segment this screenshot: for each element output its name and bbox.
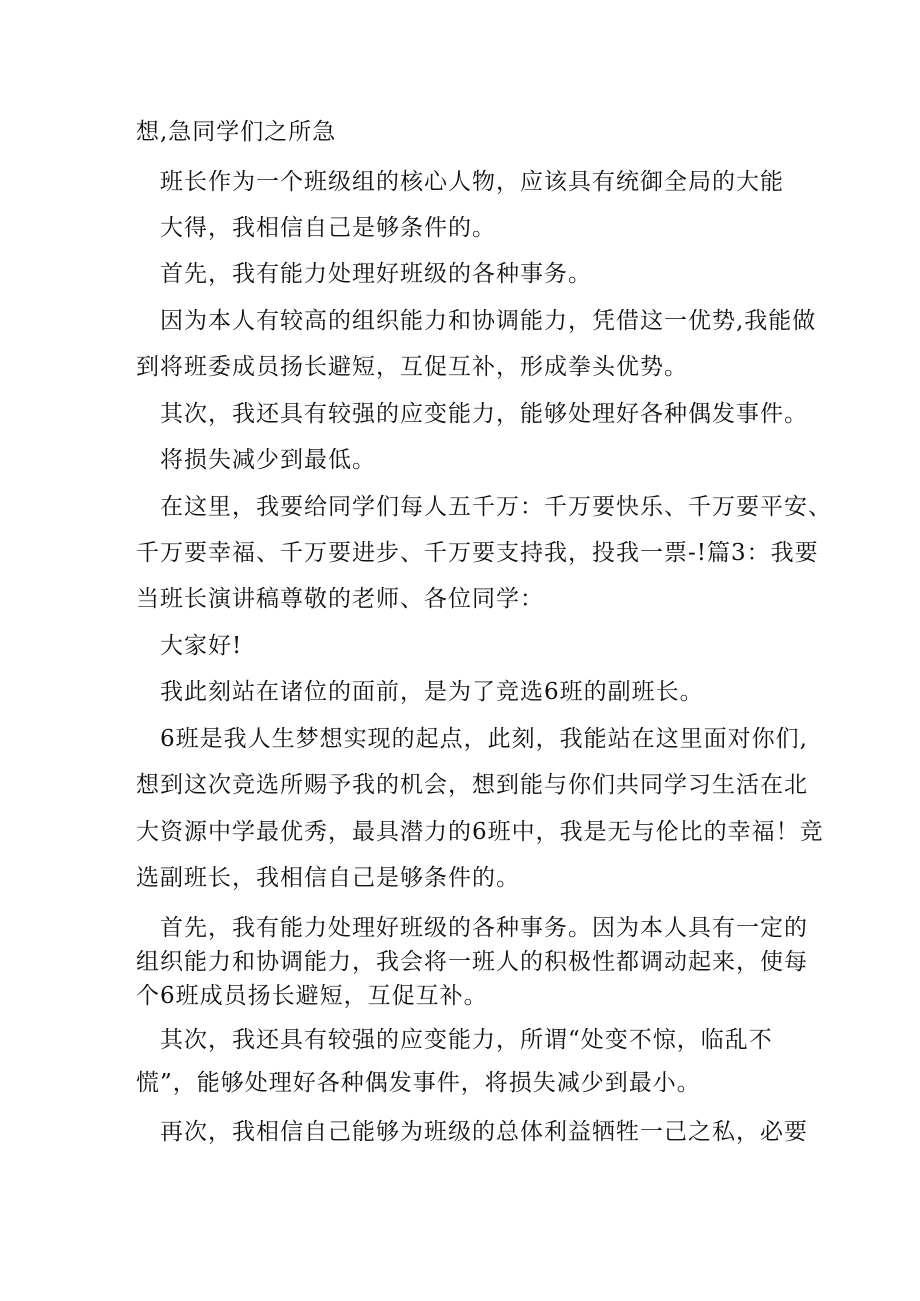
text-line: 其次，我还具有较强的应变能力，所谓“处变不惊，临乱不 bbox=[160, 1027, 773, 1053]
text-line: 组织能力和协调能力，我会将一班人的积极性都调动起来，使每 bbox=[136, 949, 808, 975]
text-line: 大得，我相信自己是够条件的。 bbox=[160, 215, 496, 241]
text-line: 到将班委成员扬长避短，互促互补，形成拳头优势。 bbox=[136, 354, 688, 380]
text-line: 千万要幸福、千万要进步、千万要支持我，投我一票-!篇3：我要 bbox=[136, 540, 819, 566]
text-line: 个6班成员扬长避短，互促互补。 bbox=[136, 983, 488, 1009]
text-line: 选副班长，我相信自己是够条件的。 bbox=[136, 865, 520, 891]
text-line: 首先，我有能力处理好班级的各种事务。 bbox=[160, 261, 592, 287]
text-line: 想,急同学们之所急 bbox=[136, 119, 337, 145]
text-line: 再次，我相信自己能够为班级的总体利益牺牲一己之私，必要 bbox=[160, 1119, 808, 1145]
text-line: 大资源中学最优秀，最具潜力的6班中，我是无与伦比的幸福！竞 bbox=[136, 819, 824, 845]
text-line: 我此刻站在诸位的面前，是为了竞选6班的副班长。 bbox=[160, 679, 704, 705]
text-line: 慌”，能够处理好各种偶发事件，将损失减少到最小。 bbox=[136, 1070, 701, 1096]
text-line: 首先，我有能力处理好班级的各种事务。因为本人具有一定的 bbox=[160, 915, 808, 941]
text-line: 因为本人有较高的组织能力和协调能力，凭借这一优势,我能做 bbox=[160, 308, 817, 334]
text-line: 班长作为一个班级组的核心人物，应该具有统御全局的大能 bbox=[160, 169, 784, 195]
text-line: 将损失减少到最低。 bbox=[160, 447, 376, 473]
text-line: 大家好! bbox=[160, 633, 243, 659]
text-line: 6班是我人生梦想实现的起点，此刻，我能站在这里面对你们, bbox=[160, 726, 808, 752]
text-line: 其次，我还具有较强的应变能力，能够处理好各种偶发事件。 bbox=[160, 401, 808, 427]
text-line: 当班长演讲稿尊敬的老师、各位同学： bbox=[136, 586, 544, 612]
text-line: 想到这次竞选所赐予我的机会，想到能与你们共同学习生活在北 bbox=[136, 772, 808, 798]
text-line: 在这里，我要给同学们每人五千万：千万要快乐、千万要平安、 bbox=[160, 494, 832, 520]
